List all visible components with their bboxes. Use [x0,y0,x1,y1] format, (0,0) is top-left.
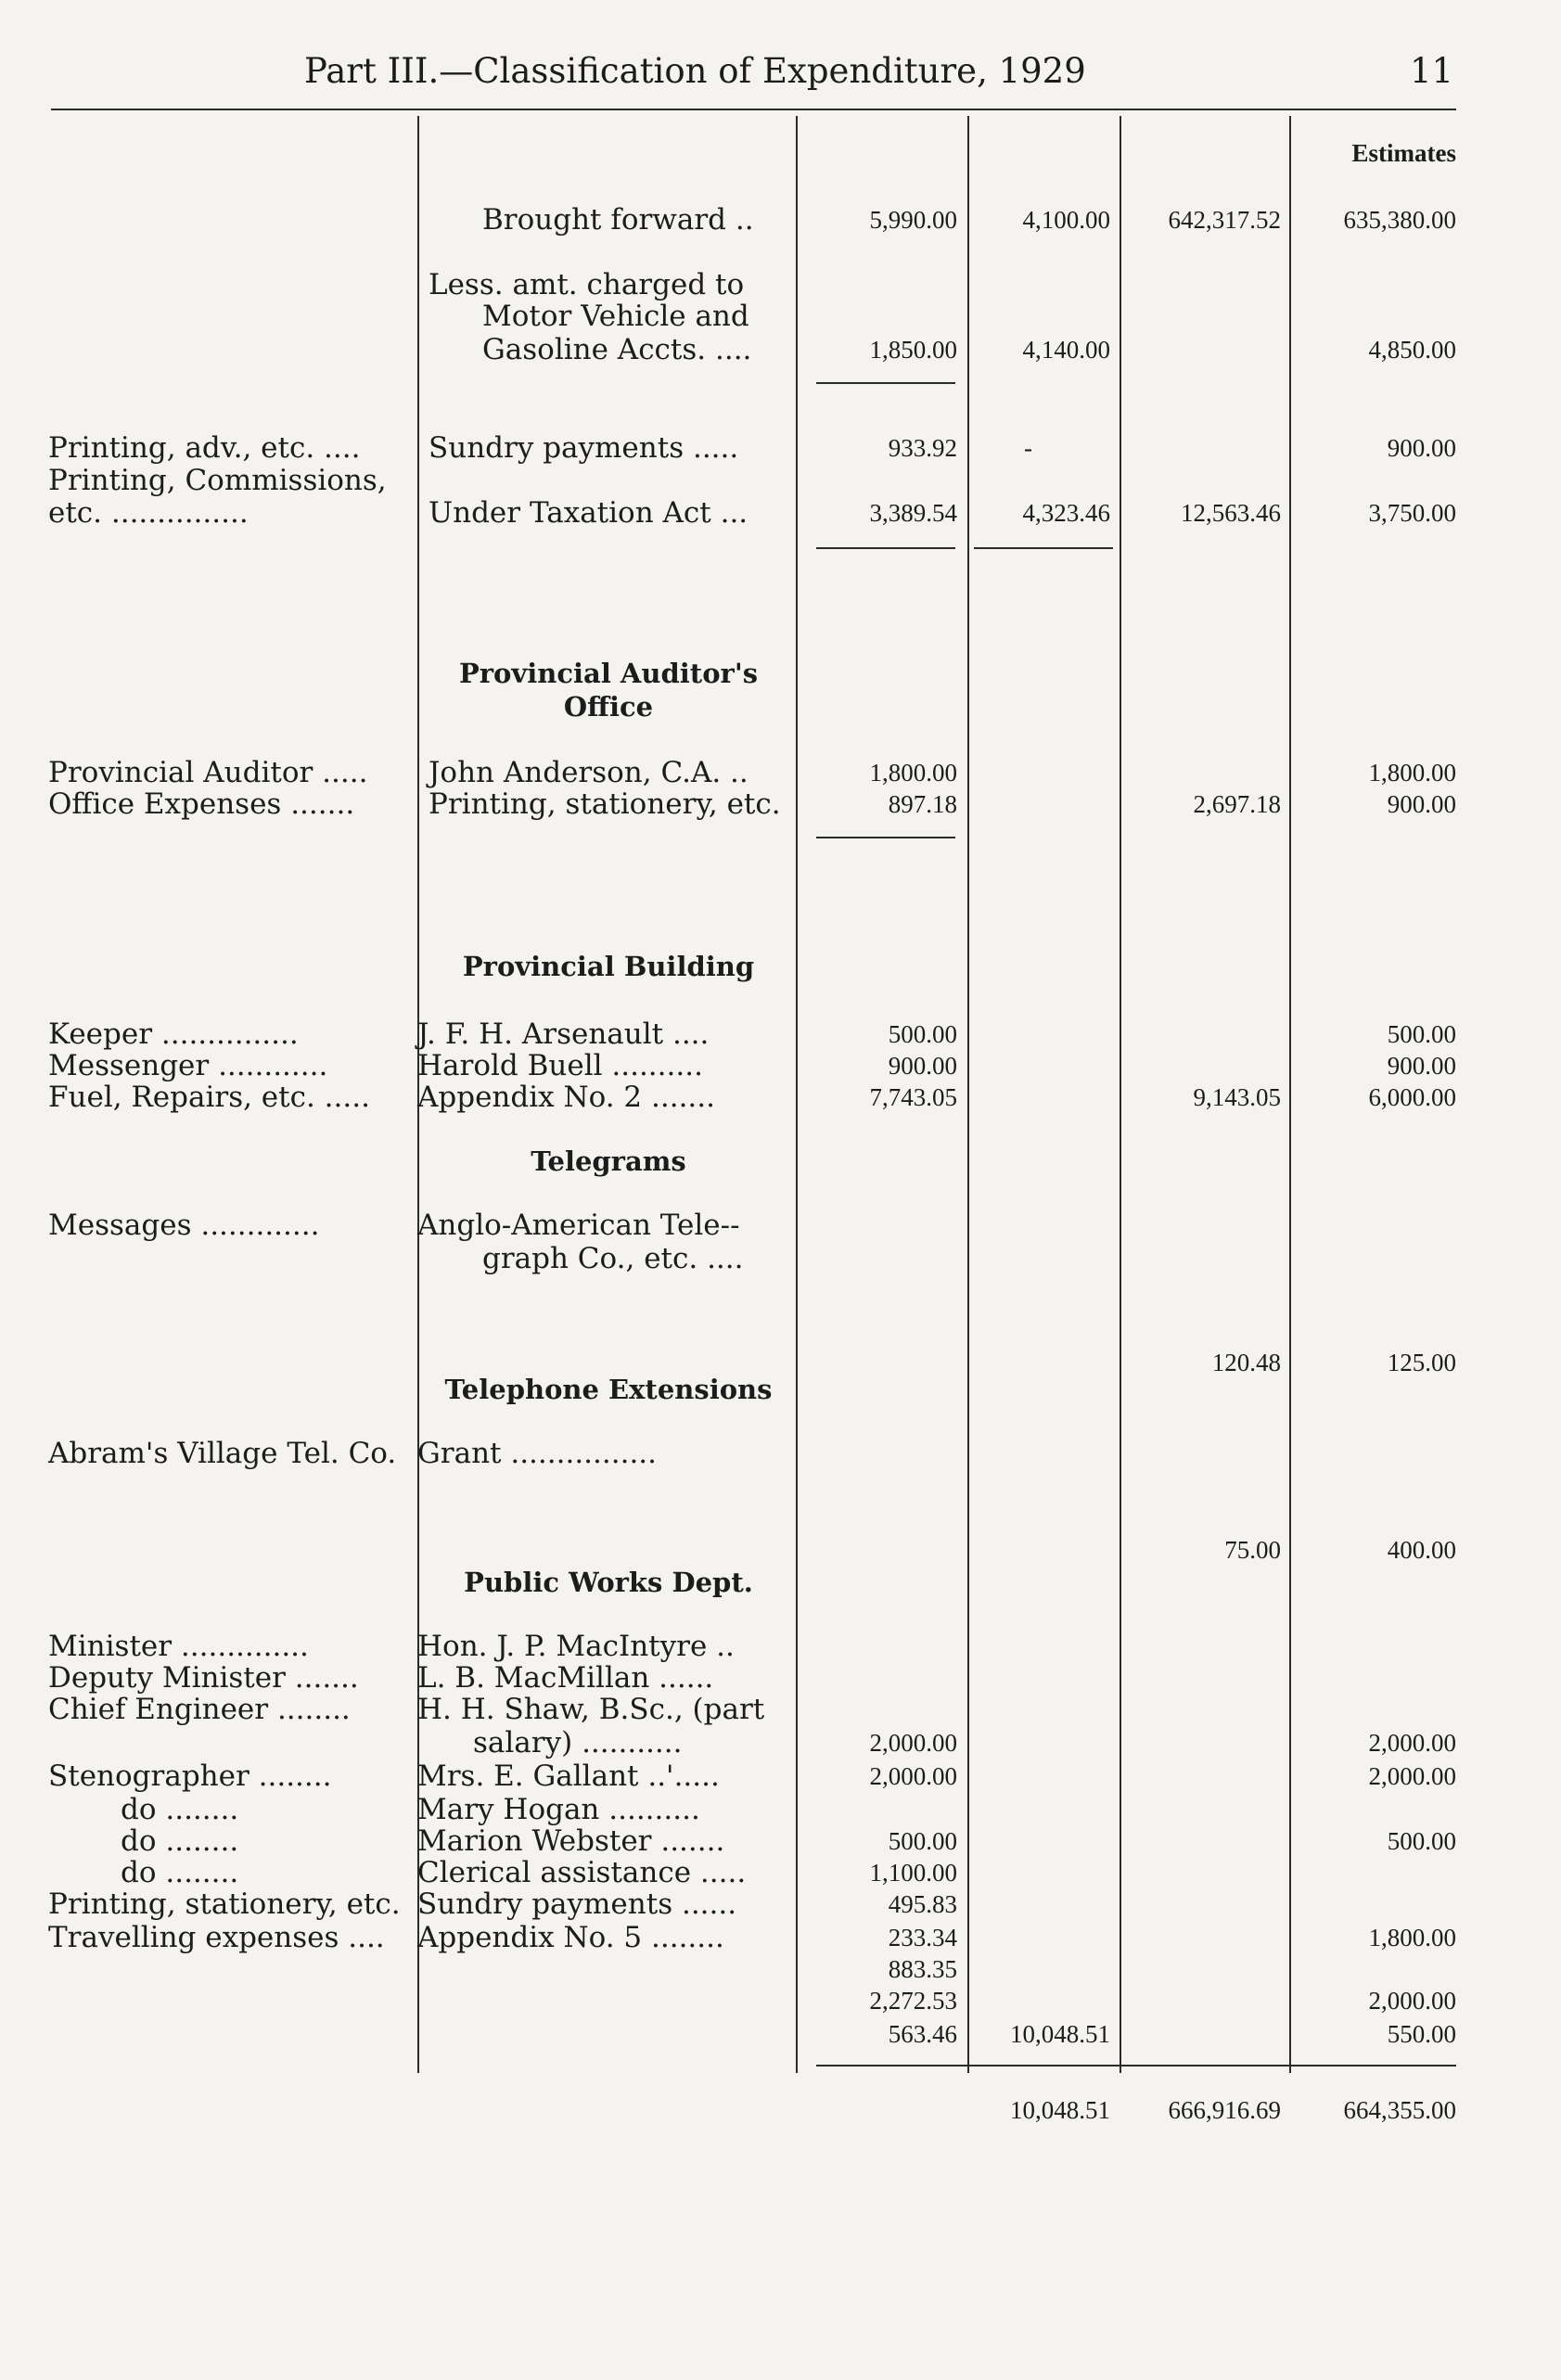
middle-label: Sundry payments ..... [429,431,739,465]
middle-label: Anglo-American Tele-- [417,1209,740,1242]
page-number: 11 [1410,51,1454,91]
amount-col1: 1,800.00 [869,759,957,787]
middle-label: L. B. MacMillan ...... [417,1661,714,1695]
middle-label: Less. amt. charged to [429,268,745,301]
estimate-value: 4,850.00 [1368,336,1456,364]
amount-col1: 2,000.00 [869,1729,957,1757]
middle-label: John Anderson, C.A. .. [429,756,749,789]
estimates-heading: Estimates [1351,139,1456,167]
section-heading: Public Works Dept. [464,1567,753,1598]
left-label: Fuel, Repairs, etc. ..... [48,1081,370,1114]
middle-label: Grant ................ [417,1437,658,1470]
middle-label: Marion Webster ....... [417,1824,725,1858]
subtotal-rule [816,382,955,384]
amount-col1: 500.00 [888,1020,957,1048]
estimate-value: 400.00 [1387,1536,1456,1564]
middle-label: J. F. H. Arsenault .... [417,1017,710,1051]
subtotal-rule [974,547,1113,549]
total-rule [816,2065,1456,2067]
estimate-value: 500.00 [1387,1020,1456,1048]
estimate-value: 6,000.00 [1368,1083,1456,1111]
estimate-value: 125.00 [1387,1349,1456,1376]
amount-col2: 4,323.46 [1022,499,1110,527]
middle-label: Mrs. E. Gallant ..'..... [417,1759,720,1793]
middle-label: Clerical assistance ..... [417,1856,747,1889]
subtotal-rule [816,547,955,549]
amount-col1: 2,000.00 [869,1762,957,1790]
estimate-value: 1,800.00 [1368,1924,1456,1951]
left-label: Office Expenses ....... [48,787,355,821]
middle-label: graph Co., etc. .... [482,1242,744,1275]
section-heading: Telephone Extensions [444,1374,773,1405]
amount-col1: 1,850.00 [869,336,957,364]
amount-col1: 3,389.54 [869,499,957,527]
section-heading: Provincial Auditor's [458,658,759,689]
column-rule-3 [967,116,969,2073]
middle-label: Printing, stationery, etc. [429,787,781,821]
amount-col3: 9,143.05 [1193,1083,1281,1111]
amount-col1: 563.46 [888,2020,957,2048]
middle-label: Harold Buell .......... [417,1049,703,1082]
middle-label: Brought forward .. [482,203,754,237]
left-label: Provincial Auditor ..... [48,756,368,789]
amount-col1: 1,100.00 [869,1859,957,1887]
estimate-value: 3,750.00 [1368,499,1456,527]
left-label: Printing, adv., etc. .... [48,431,361,465]
estimate-value: 635,380.00 [1343,206,1456,234]
left-label: do ........ [121,1856,239,1889]
left-label: Minister .............. [48,1630,309,1663]
left-label: Deputy Minister ....... [48,1661,359,1695]
middle-label: Hon. J. P. MacIntyre .. [417,1630,735,1663]
amount-col1: 900.00 [888,1052,957,1080]
estimate-value: 1,800.00 [1368,759,1456,787]
page-title: Part III.—Classification of Expenditure, 1929 [304,51,1086,91]
amount-col3: 642,317.52 [1168,206,1281,234]
amount-col1: 7,743.05 [869,1083,957,1111]
amount-col3: 12,563.46 [1181,499,1281,527]
total-col2: 10,048.51 [1010,2096,1110,2124]
left-label: etc. ............... [48,496,249,530]
left-label: Travelling expenses .... [48,1921,385,1954]
left-label: Messages ............. [48,1209,320,1242]
estimate-value: 900.00 [1387,1052,1456,1080]
estimate-value: 550.00 [1387,2020,1456,2048]
amount-col2: 4,100.00 [1022,206,1110,234]
estimate-value: 2,000.00 [1368,1987,1456,2015]
amount-col2: 10,048.51 [1010,2020,1110,2048]
estimate-value: 900.00 [1387,790,1456,818]
left-label: Abram's Village Tel. Co. [48,1437,397,1470]
header-rule [51,109,1456,110]
middle-label: Motor Vehicle and [482,300,749,333]
section-heading: Office [563,691,654,723]
amount-col1: 897.18 [888,790,957,818]
amount-col3: 120.48 [1211,1349,1281,1376]
estimate-value: 500.00 [1387,1827,1456,1855]
amount-col1: 500.00 [888,1827,957,1855]
amount-col1: 883.35 [888,1955,957,1983]
left-label: Printing, Commissions, [48,464,387,497]
left-label: Chief Engineer ........ [48,1693,351,1726]
middle-label: Appendix No. 2 ....... [417,1081,715,1114]
middle-label: Gasoline Accts. .... [482,333,752,366]
section-heading: Telegrams [531,1145,686,1177]
left-label: Messenger ............ [48,1049,328,1082]
total-col3: 666,916.69 [1168,2096,1281,2124]
section-heading: Provincial Building [462,951,755,982]
amount-col1: 2,272.53 [869,1987,957,2015]
estimate-value: 900.00 [1387,434,1456,462]
middle-label: salary) ........... [473,1726,683,1759]
amount-col3: 75.00 [1224,1536,1281,1564]
middle-label: Mary Hogan .......... [417,1793,700,1826]
left-label: Printing, stationery, etc. [48,1887,401,1921]
left-label: do ........ [121,1824,239,1858]
middle-label: H. H. Shaw, B.Sc., (part [417,1693,765,1726]
amount-col2: 4,140.00 [1022,336,1110,364]
column-rule-2 [796,116,798,2073]
amount-col1: 233.34 [888,1924,957,1951]
left-label: Stenographer ........ [48,1759,332,1793]
total-estimate: 664,355.00 [1343,2096,1456,2124]
left-label: Keeper ............... [48,1017,299,1051]
amount-col2: - [1024,434,1032,462]
amount-col1: 5,990.00 [869,206,957,234]
middle-label: Sundry payments ...... [417,1887,737,1921]
estimate-value: 2,000.00 [1368,1762,1456,1790]
middle-label: Under Taxation Act ... [429,496,749,530]
middle-label: Appendix No. 5 ........ [417,1921,724,1954]
column-rule-5 [1289,116,1291,2073]
amount-col1: 933.92 [888,434,957,462]
amount-col1: 495.83 [888,1890,957,1918]
column-rule-4 [1120,116,1121,2073]
amount-col3: 2,697.18 [1193,790,1281,818]
subtotal-rule [816,837,955,838]
left-label: do ........ [121,1793,239,1826]
estimate-value: 2,000.00 [1368,1729,1456,1757]
